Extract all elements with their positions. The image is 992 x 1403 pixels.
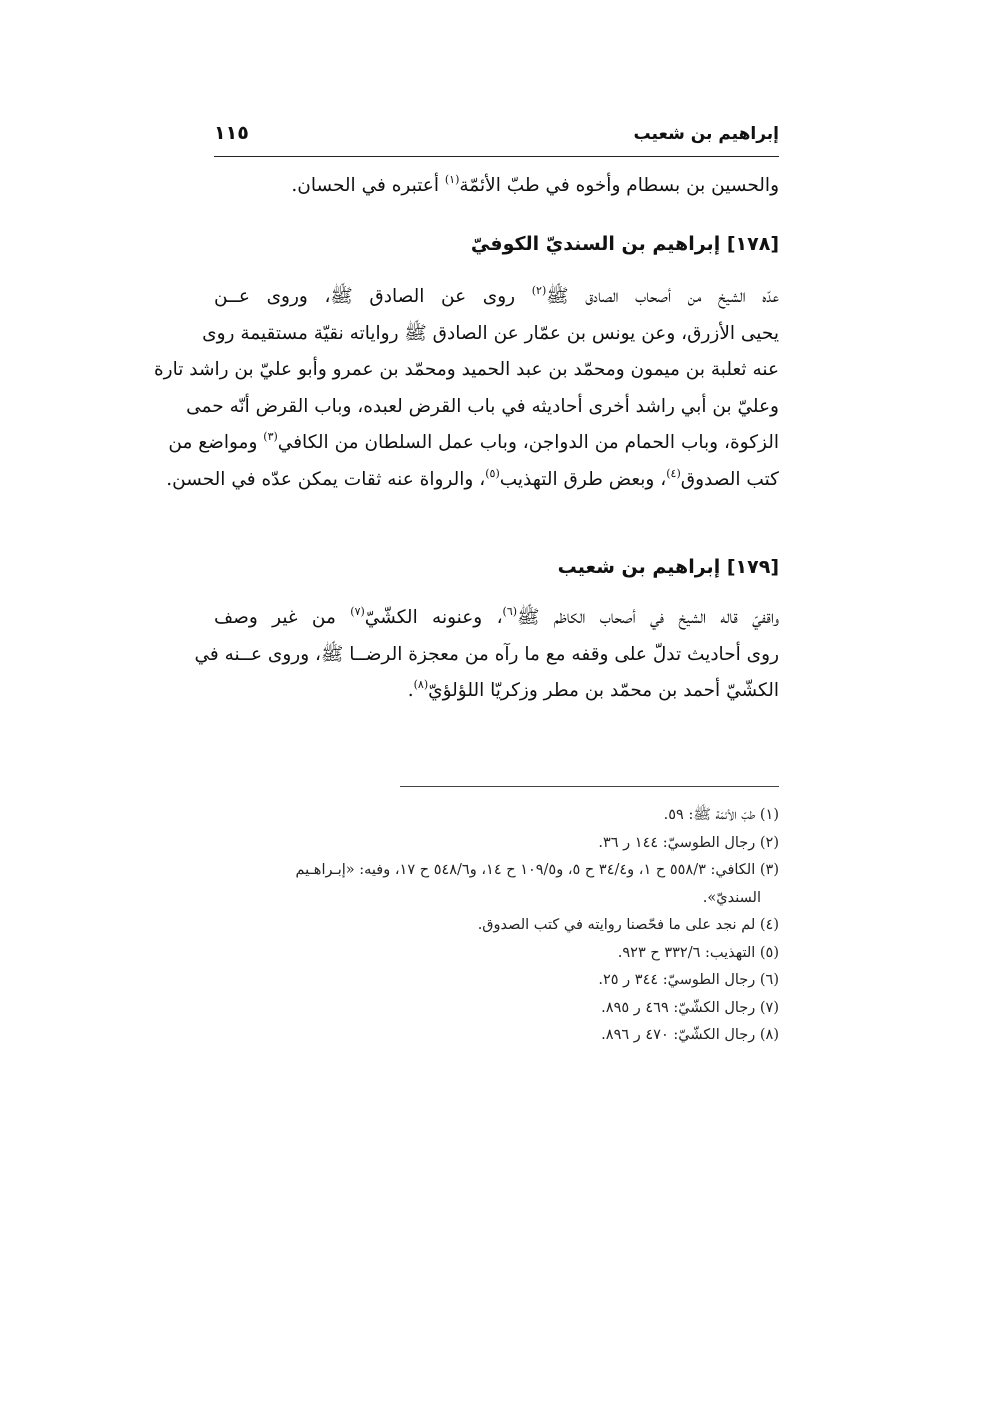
footnote-item: (١) طبّ الأئمّة ﷺ: ٥٩. (663, 807, 779, 823)
footnote-item-continuation: السنديّ». (702, 889, 761, 906)
footnote-separator (400, 786, 779, 787)
page-header (214, 118, 779, 157)
entry-paragraph-178 (153, 279, 779, 498)
footnote-ref[interactable]: (٣) (263, 430, 278, 443)
entry-heading-178: [١٧٨] إبراهيم بن السنديّ الكوفيّ (470, 233, 779, 255)
text-line: عدّه الشيخ من أصحاب الصادق ﷺ$^{(٢)}$ روى عن الصادق ﷺ، وروى عــن (214, 284, 779, 307)
text-line: عنه ثعلبة بن ميمون ومحمّد بن عبد الحميد ومحمّد بن عمرو وأبو عليّ بن راشد تارة (153, 359, 779, 380)
footnote-ref[interactable]: (١) (444, 173, 460, 186)
text-line: والحسين بن بسطام وأخوه في طبّ الأئمّة$^{(١)}$ أعتبره في الحسان. (291, 173, 779, 196)
footnote-item: (٧) رجال الكشّيّ: ٤٦٩ ر ٨٩٥. (601, 999, 779, 1016)
footnote-ref[interactable]: (٤) (666, 466, 681, 480)
footnote-item: (٢) رجال الطوسيّ: ١٤٤ ر ٣٦. (598, 834, 779, 851)
page-number: ١١٥ (214, 122, 249, 144)
footnote-ref[interactable]: (٧) (350, 605, 365, 618)
entry-paragraph-179 (194, 600, 780, 710)
footnote-ref[interactable]: (٦) (502, 605, 518, 618)
text-line: روى أحاديث تدلّ على وقفه مع ما رآه من معجزة الرضــا ﷺ، وروى عــنه في (194, 643, 779, 665)
footnote-item: (٤) لم نجد على ما فحّصنا روايته في كتب الصدوق. (477, 917, 779, 933)
text-line: وعليّ بن أبي راشد أخرى أحاديثه في باب القرض لعبده، وباب القرض أنّه حمى (186, 395, 779, 417)
text-line: كتب الصدوق$^{(٤)}$، وبعض طرق التهذيب$^{(٥)}$، والرواة عنه ثقات يمكن عدّه في الحسن. (166, 466, 779, 490)
footnote-ref[interactable]: (٢) (531, 284, 547, 297)
footnote-item: (٨) رجال الكشّيّ: ٤٧٠ ر ٨٩٦. (601, 1027, 779, 1043)
text-line: الكشّيّ أحمد بن محمّد بن مطر وزكريّا اللؤلؤيّ$^{(٨)}$. (407, 678, 779, 701)
intro-paragraph (214, 168, 779, 205)
footnote-item: (٣) الكافي: ٥٥٨/٣ ح ١، و٣٤/٤ ح ٥، و١٠٩/٥ ح ١٤، و٥٤٨/٦ ح ١٧، وفيه: «إبـراهـيم (295, 862, 779, 878)
entry-heading-179: [١٧٩] إبراهيم بن شعيب (557, 556, 779, 578)
text-line: الزكوة، وباب الحمام من الدواجن، وباب عمل السلطان من الكافي$^{(٣)}$ ومواضع من (168, 430, 779, 453)
footnote-ref[interactable]: (٨) (413, 678, 429, 691)
text-line: يحيى الأزرق، وعن يونس بن عمّار عن الصادق ﷺ رواياته نقيّة مستقيمة روى (202, 322, 779, 344)
footnotes-section (214, 802, 779, 1050)
footnote-item: (٥) التهذيب: ٣٣٢/٦ ح ٩٢٣. (617, 944, 779, 961)
footnote-ref[interactable]: (٥) (485, 466, 500, 480)
footnote-item: (٦) رجال الطوسيّ: ٣٤٤ ر ٢٥. (598, 972, 779, 988)
running-title: إبراهيم بن شعيب (633, 124, 779, 144)
text-line: واقفيّ قاله الشيخ في أصحاب الكاظم ﷺ$^{(٦)}$، وعنونه الكشّيّ$^{(٧)}$ من غير وصف (214, 605, 780, 628)
